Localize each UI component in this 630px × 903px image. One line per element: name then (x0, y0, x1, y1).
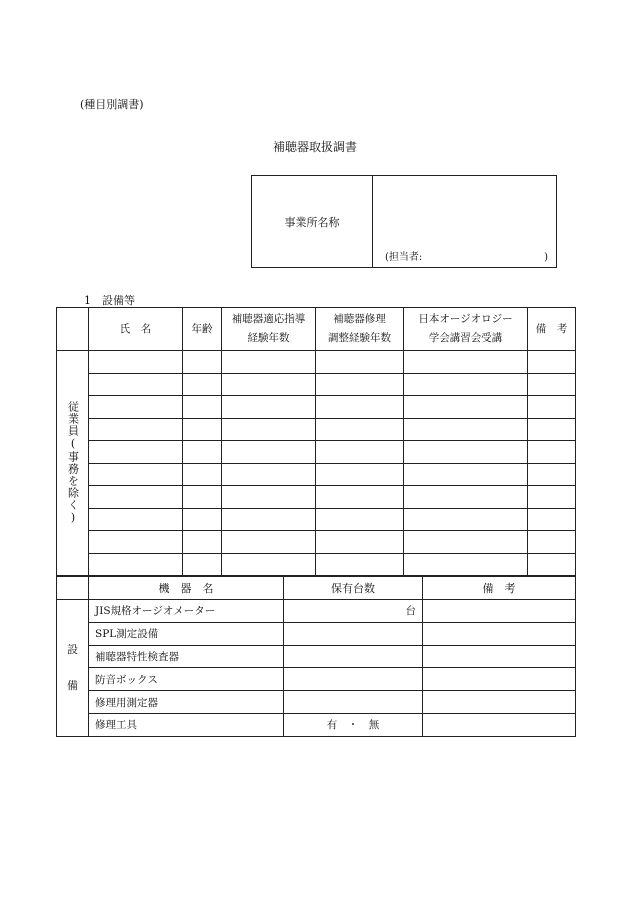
equipment-remarks-cell[interactable] (423, 645, 576, 668)
staff-name-cell[interactable] (89, 553, 183, 576)
equipment-side-label-2: 備 (67, 678, 78, 692)
office-name-box (251, 175, 557, 268)
staff-name-cell[interactable] (89, 373, 183, 396)
equipment-side-label-cell (57, 600, 89, 737)
equipment-name-cell: 防音ボックス (89, 668, 284, 691)
staff-corner-cell (57, 308, 89, 351)
staff-audiology-cell[interactable] (404, 351, 528, 374)
staff-repair-cell[interactable] (316, 418, 404, 441)
staff-name-cell[interactable] (89, 463, 183, 486)
table-row (57, 508, 576, 531)
staff-header-audiology-line2: 学会講習会受講 (428, 332, 503, 344)
staff-remarks-cell[interactable] (528, 418, 576, 441)
staff-header-guidance (222, 308, 316, 351)
equipment-header-remarks: 備 考 (423, 577, 576, 600)
staff-header-row (57, 308, 576, 351)
staff-guidance-cell[interactable] (222, 418, 316, 441)
table-row (57, 600, 576, 623)
staff-audiology-cell[interactable] (404, 463, 528, 486)
office-name-label: 事業所名称 (252, 176, 373, 267)
staff-remarks-cell[interactable] (528, 508, 576, 531)
equipment-count-cell[interactable]: 台 (284, 600, 423, 623)
staff-age-cell[interactable] (183, 418, 222, 441)
staff-side-label-cell (57, 351, 89, 576)
document-title: 補聴器取扱調書 (272, 140, 357, 154)
table-row (57, 713, 576, 736)
staff-guidance-cell[interactable] (222, 486, 316, 509)
equipment-corner-cell (57, 577, 89, 600)
table-row (57, 396, 576, 419)
table-row (57, 463, 576, 486)
staff-header-repair-line2: 調整経験年数 (328, 332, 391, 344)
staff-side-label: 従業員(事務を除く) (66, 401, 80, 525)
person-in-charge-close: ) (544, 252, 548, 263)
staff-header-repair (316, 308, 404, 351)
staff-header-name: 氏 名 (89, 308, 183, 351)
table-row (57, 668, 576, 691)
staff-repair-cell[interactable] (316, 441, 404, 464)
equipment-name-cell: 修理用測定器 (89, 691, 284, 714)
staff-age-cell[interactable] (183, 441, 222, 464)
staff-age-cell[interactable] (183, 531, 222, 554)
staff-guidance-cell[interactable] (222, 463, 316, 486)
staff-repair-cell[interactable] (316, 351, 404, 374)
staff-audiology-cell[interactable] (404, 486, 528, 509)
staff-name-cell[interactable] (89, 441, 183, 464)
staff-age-cell[interactable] (183, 396, 222, 419)
staff-audiology-cell[interactable] (404, 441, 528, 464)
table-row (57, 441, 576, 464)
table-row (57, 373, 576, 396)
staff-name-cell[interactable] (89, 351, 183, 374)
equipment-remarks-cell[interactable] (423, 691, 576, 714)
staff-guidance-cell[interactable] (222, 396, 316, 419)
staff-guidance-cell[interactable] (222, 531, 316, 554)
equipment-remarks-cell[interactable] (423, 668, 576, 691)
section-heading: 1 設備等 (84, 294, 135, 307)
staff-audiology-cell[interactable] (404, 396, 528, 419)
staff-remarks-cell[interactable] (528, 553, 576, 576)
staff-remarks-cell[interactable] (528, 396, 576, 419)
staff-guidance-cell[interactable] (222, 508, 316, 531)
equipment-remarks-cell[interactable] (423, 713, 576, 736)
table-row (57, 418, 576, 441)
staff-name-cell[interactable] (89, 486, 183, 509)
staff-age-cell[interactable] (183, 486, 222, 509)
table-row (57, 531, 576, 554)
staff-header-remarks: 備 考 (528, 308, 576, 351)
equipment-header-count: 保有台数 (284, 577, 423, 600)
staff-name-cell[interactable] (89, 508, 183, 531)
staff-header-audiology (404, 308, 528, 351)
equipment-header-row (57, 577, 576, 600)
equipment-table (56, 576, 576, 737)
staff-repair-cell[interactable] (316, 486, 404, 509)
staff-guidance-cell[interactable] (222, 351, 316, 374)
staff-header-repair-line1: 補聴器修理 (333, 313, 386, 325)
table-row (57, 553, 576, 576)
staff-name-cell[interactable] (89, 418, 183, 441)
staff-remarks-cell[interactable] (528, 463, 576, 486)
person-in-charge-label: (担当者: (385, 252, 423, 263)
staff-guidance-cell[interactable] (222, 553, 316, 576)
equipment-name-cell: 補聴器特性検査器 (89, 645, 284, 668)
table-row (57, 486, 576, 509)
staff-remarks-cell[interactable] (528, 351, 576, 374)
staff-repair-cell[interactable] (316, 553, 404, 576)
staff-header-guidance-line1: 補聴器適応指導 (231, 313, 306, 325)
table-row (57, 645, 576, 668)
staff-age-cell[interactable] (183, 463, 222, 486)
equipment-side-label-1: 設 (67, 642, 78, 656)
staff-remarks-cell[interactable] (528, 486, 576, 509)
staff-remarks-cell[interactable] (528, 531, 576, 554)
equipment-count-cell[interactable] (284, 645, 423, 668)
table-row (57, 691, 576, 714)
staff-header-audiology-line1: 日本オージオロジー (418, 313, 513, 325)
staff-remarks-cell[interactable] (528, 373, 576, 396)
equipment-remarks-cell[interactable] (423, 622, 576, 645)
staff-table (56, 307, 576, 576)
staff-remarks-cell[interactable] (528, 441, 576, 464)
staff-repair-cell[interactable] (316, 531, 404, 554)
staff-audiology-cell[interactable] (404, 508, 528, 531)
equipment-availability-cell[interactable]: 有 ・ 無 (284, 713, 423, 736)
office-name-field[interactable] (373, 176, 556, 267)
equipment-count-cell[interactable] (284, 691, 423, 714)
table-row (57, 351, 576, 374)
staff-name-cell[interactable] (89, 531, 183, 554)
equipment-name-cell: 修理工具 (89, 713, 284, 736)
equipment-count-cell[interactable] (284, 622, 423, 645)
staff-age-cell[interactable] (183, 553, 222, 576)
staff-age-cell[interactable] (183, 373, 222, 396)
staff-repair-cell[interactable] (316, 463, 404, 486)
staff-header-guidance-line2: 経験年数 (247, 332, 290, 344)
staff-repair-cell[interactable] (316, 508, 404, 531)
staff-name-cell[interactable] (89, 396, 183, 419)
staff-guidance-cell[interactable] (222, 441, 316, 464)
staff-header-age: 年齢 (183, 308, 222, 351)
staff-guidance-cell[interactable] (222, 373, 316, 396)
staff-age-cell[interactable] (183, 351, 222, 374)
staff-audiology-cell[interactable] (404, 373, 528, 396)
staff-audiology-cell[interactable] (404, 418, 528, 441)
table-row (57, 622, 576, 645)
staff-repair-cell[interactable] (316, 373, 404, 396)
staff-repair-cell[interactable] (316, 396, 404, 419)
equipment-name-cell: SPL測定設備 (89, 622, 284, 645)
document-type-label: (種目別調書) (80, 98, 144, 111)
equipment-remarks-cell[interactable] (423, 600, 576, 623)
staff-audiology-cell[interactable] (404, 531, 528, 554)
staff-audiology-cell[interactable] (404, 553, 528, 576)
equipment-count-cell[interactable] (284, 668, 423, 691)
equipment-header-name: 機 器 名 (89, 577, 284, 600)
staff-age-cell[interactable] (183, 508, 222, 531)
equipment-name-cell: JIS規格オージオメーター (89, 600, 284, 623)
